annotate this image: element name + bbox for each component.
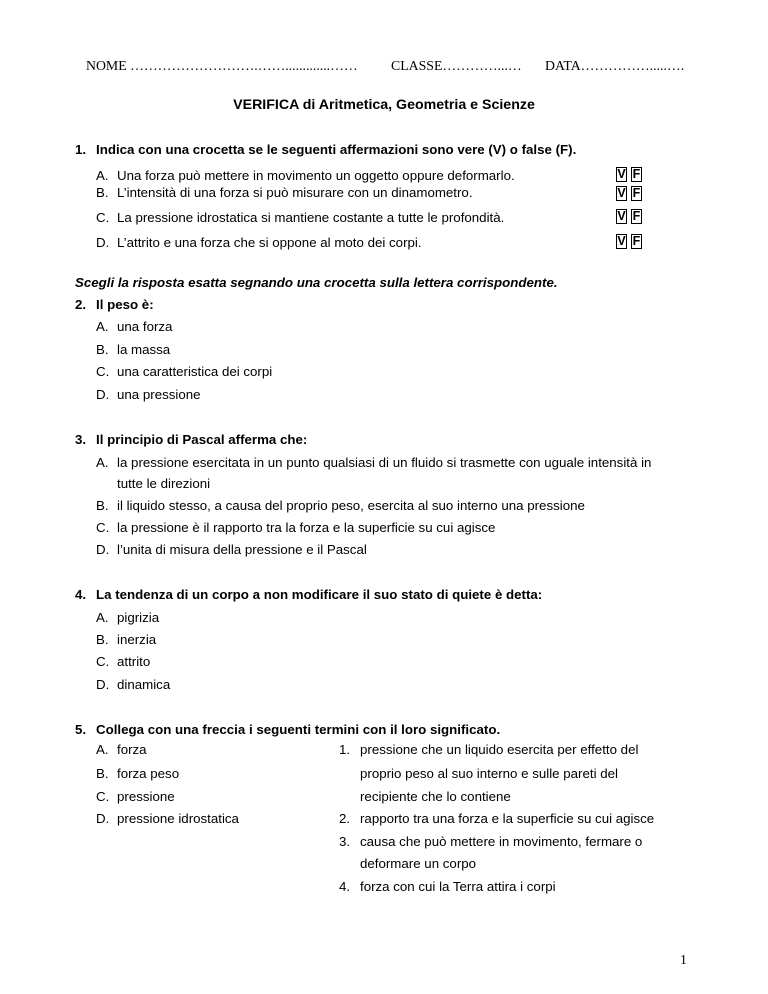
q5-meaning-1 [339,742,638,757]
student-info-header [86,58,706,78]
q1-item-a-vf [616,166,646,182]
q1-item-b [96,185,473,200]
q4-text: La tendenza di un corpo a non modificare il suo stato di quiete è detta: [96,587,543,602]
class-field-label: CLASSE…………...… [391,58,522,73]
option-text: inerzia [117,632,157,647]
q2-number: 2. [75,297,87,312]
option-letter: C. [96,654,110,669]
option-text: una caratteristica dei corpi [117,364,273,379]
q5-meaning-3-line2: deformare un corpo [360,856,477,871]
meaning-number: 4. [339,879,351,894]
q4-option-b[interactable] [96,632,156,647]
item-text: Una forza può mettere in movimento un oggetto oppure deformarlo. [117,168,515,183]
q5-meaning-2 [339,811,654,826]
q1-item-d-vf [616,233,646,249]
name-field-label: NOME ……………………….…….............…… [86,58,358,73]
page-title: VERIFICA di Aritmetica, Geometria e Scienze [233,97,535,113]
false-checkbox[interactable]: F [632,166,641,181]
q1-item-c [96,210,504,225]
option-letter: B. [96,632,109,647]
option-letter: D. [96,542,110,557]
q5-text: Collega con una freccia i seguenti termini con il loro significato. [96,722,501,737]
false-checkbox[interactable]: F [632,185,641,200]
false-checkbox[interactable]: F [632,233,641,248]
q3-text: Il principio di Pascal afferma che: [96,432,308,447]
term-letter: A. [96,742,109,757]
meaning-text: forza con cui la Terra attira i corpi [360,879,556,894]
item-letter: C. [96,210,110,225]
true-checkbox[interactable]: V [617,185,626,200]
q1-item-c-vf [616,208,646,224]
q4-option-a[interactable] [96,610,159,625]
meaning-number: 1. [339,742,351,757]
option-letter: A. [96,319,109,334]
item-letter: A. [96,168,109,183]
false-checkbox[interactable]: F [632,208,641,223]
option-letter: D. [96,677,110,692]
item-text: L’attrito e una forza che si oppone al moto dei corpi. [117,235,422,250]
q5-term-d [96,811,239,826]
term-letter: C. [96,789,110,804]
q2-option-b[interactable] [96,342,170,357]
q5-meaning-3 [339,834,642,849]
q1-text: Indica con una crocetta se le seguenti affermazioni sono vere (V) o false (F). [96,142,577,157]
q4-number: 4. [75,587,87,602]
term-text: forza [117,742,147,757]
option-text: la pressione esercitata in un punto qualsiasi di un fluido si trasmette con uguale intensità in [117,455,652,470]
date-field-label: DATA…………….....…. [545,58,685,73]
item-letter: D. [96,235,110,250]
term-text: forza peso [117,766,180,781]
item-text: La pressione idrostatica si mantiene costante a tutte le profondità. [117,210,505,225]
q5-meaning-4 [339,879,556,894]
option-text: una forza [117,319,173,334]
option-text: la pressione è il rapporto tra la forza e la superficie su cui agisce [117,520,496,535]
q1-item-b-vf [616,185,646,201]
item-letter: B. [96,185,109,200]
q2-option-d[interactable] [96,387,201,402]
true-checkbox[interactable]: V [617,166,626,181]
option-letter: A. [96,610,109,625]
q5-term-b [96,766,179,781]
q5-meaning-1-line3: recipiente che lo contiene [360,789,511,804]
option-letter: A. [96,455,109,470]
q3-option-a-continuation: tutte le direzioni [117,476,211,491]
true-checkbox[interactable]: V [617,208,626,223]
meaning-number: 2. [339,811,351,826]
option-letter: B. [96,342,109,357]
q1-item-d [96,235,422,250]
term-letter: D. [96,811,110,826]
q1-item-a [96,168,515,183]
q2-option-a[interactable] [96,319,172,334]
term-text: pressione [117,789,175,804]
option-text: dinamica [117,677,171,692]
meaning-text: pressione che un liquido esercita per effetto del [360,742,639,757]
q5-term-a [96,742,147,757]
option-text: la massa [117,342,171,357]
option-letter: C. [96,520,110,535]
option-text: attrito [117,654,151,669]
q1-number: 1. [75,142,87,157]
option-letter: C. [96,364,110,379]
q5-term-c [96,789,175,804]
option-text: pigrizia [117,610,160,625]
q3-number: 3. [75,432,87,447]
term-letter: B. [96,766,109,781]
meaning-text: causa che può mettere in movimento, fermare o [360,834,643,849]
q3-option-c[interactable] [96,520,495,535]
q4-option-d[interactable] [96,677,170,692]
q5-number: 5. [75,722,87,737]
q2-option-c[interactable] [96,364,272,379]
true-checkbox[interactable]: V [617,233,626,248]
q3-option-d[interactable] [96,542,367,557]
q5-meaning-1-line2: proprio peso al suo interno e sulle pareti del [360,766,618,781]
option-letter: B. [96,498,109,513]
option-text: l’unita di misura della pressione e il Pascal [117,542,367,557]
instruction-text: Scegli la risposta esatta segnando una crocetta sulla lettera corrispondente. [75,275,558,290]
q3-option-b[interactable] [96,498,585,513]
page-number: 1 [680,952,687,967]
option-letter: D. [96,387,110,402]
item-text: L’intensità di una forza si può misurare con un dinamometro. [117,185,473,200]
option-text: una pressione [117,387,201,402]
q3-option-a[interactable] [96,455,651,470]
term-text: pressione idrostatica [117,811,239,826]
meaning-text: rapporto tra una forza e la superficie su cui agisce [360,811,655,826]
meaning-number: 3. [339,834,351,849]
q4-option-c[interactable] [96,654,150,669]
option-text: il liquido stesso, a causa del proprio peso, esercita al suo interno una pressione [117,498,585,513]
q2-text: Il peso è: [96,297,154,312]
